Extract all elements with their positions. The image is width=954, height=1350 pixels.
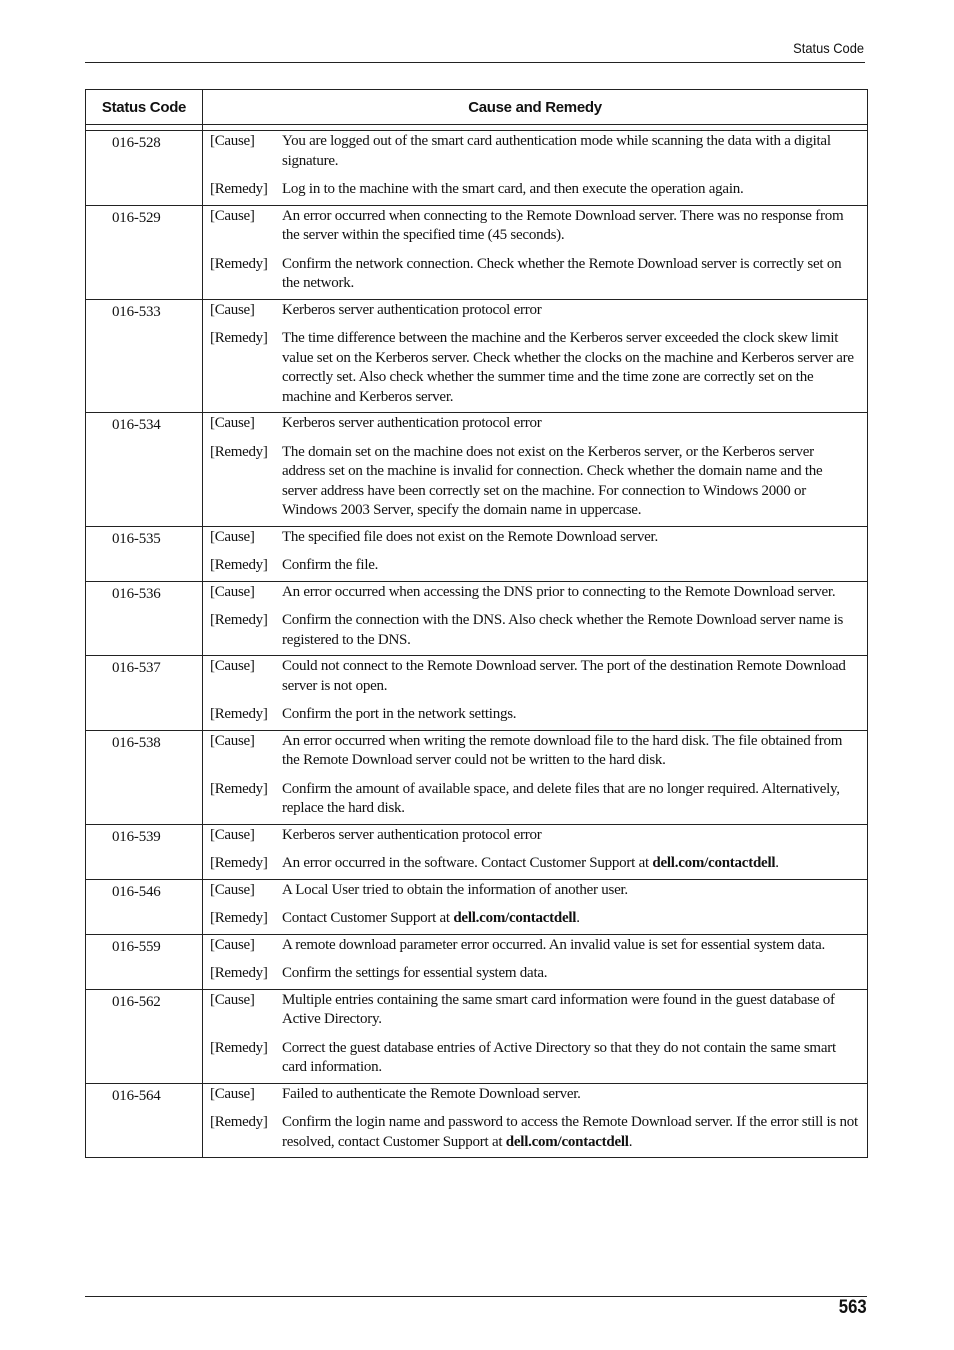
status-code: 016-535	[86, 526, 203, 581]
status-code: 016-564	[86, 1083, 203, 1158]
remedy-label: [Remedy]	[210, 330, 268, 346]
remedy-label: [Remedy]	[210, 443, 268, 460]
cause-label: [Cause]	[210, 133, 255, 149]
cause-entry	[210, 207, 859, 246]
cause-remedy-cell	[203, 824, 868, 879]
cause-entry	[210, 826, 859, 846]
support-link[interactable]: dell.com/contactdell	[505, 1133, 629, 1150]
status-code: 016-533	[86, 299, 203, 413]
cause-entry	[210, 414, 859, 434]
remedy-text-suffix: .	[775, 855, 779, 871]
status-code: 016-546	[86, 879, 203, 934]
remedy-entry	[210, 255, 859, 294]
cause-label: [Cause]	[210, 415, 255, 431]
remedy-text-prefix: Contact Customer Support at	[282, 910, 454, 926]
remedy-entry	[210, 556, 859, 576]
table-row	[86, 131, 868, 206]
column-header-cause-remedy: Cause and Remedy	[203, 90, 868, 125]
remedy-text-prefix: An error occurred in the software. Contact Customer Support at	[282, 855, 653, 871]
remedy-entry	[210, 180, 859, 200]
cause-entry	[210, 1085, 859, 1105]
remedy-entry	[210, 611, 859, 650]
cause-text: Kerberos server authentication protocol error	[282, 826, 542, 843]
table-row	[86, 656, 868, 731]
status-code: 016-559	[86, 934, 203, 989]
status-code: 016-529	[86, 205, 203, 299]
cause-text: Kerberos server authentication protocol error	[282, 301, 542, 318]
cause-remedy-cell	[203, 934, 868, 989]
table-header-row	[86, 90, 868, 125]
cause-entry	[210, 301, 859, 321]
cause-text: Kerberos server authentication protocol error	[282, 415, 542, 431]
remedy-label: [Remedy]	[210, 181, 268, 197]
remedy-label: [Remedy]	[210, 1039, 268, 1056]
cause-text: A remote download parameter error occurred. An invalid value is set for essential system data.	[282, 936, 825, 953]
remedy-text-suffix: .	[576, 910, 580, 926]
remedy-text: Confirm the connection with the DNS. Also check whether the Remote Download server name is registered to the DNS.	[282, 612, 844, 648]
remedy-label: [Remedy]	[210, 706, 268, 722]
status-code-table	[85, 89, 868, 1158]
table-row	[86, 299, 868, 413]
cause-text: An error occurred when connecting to the Remote Download server. There was no response from the server within the specified time (45 seconds).	[282, 207, 844, 243]
table-row	[86, 526, 868, 581]
remedy-text: Confirm the settings for essential system data.	[282, 965, 548, 981]
cause-entry	[210, 132, 859, 171]
remedy-text: Log in to the machine with the smart card, and then execute the operation again.	[282, 181, 744, 197]
cause-text: Failed to authenticate the Remote Download server.	[282, 1085, 581, 1102]
remedy-label: [Remedy]	[210, 255, 268, 272]
table-row	[86, 581, 868, 656]
cause-label: [Cause]	[210, 583, 255, 600]
cause-text: A Local User tried to obtain the information of another user.	[282, 881, 628, 898]
cause-text: Multiple entries containing the same smart card information were found in the guest database of Active Directory.	[282, 991, 835, 1027]
status-code: 016-537	[86, 656, 203, 731]
remedy-label: [Remedy]	[210, 855, 268, 871]
remedy-text	[282, 909, 859, 929]
table-row	[86, 989, 868, 1083]
cause-remedy-cell	[203, 205, 868, 299]
cause-label: [Cause]	[210, 301, 255, 318]
remedy-text: Correct the guest database entries of Active Directory so that they do not contain the same smart card information.	[282, 1039, 836, 1075]
cause-remedy-cell	[203, 879, 868, 934]
cause-remedy-cell	[203, 131, 868, 206]
table-body	[86, 125, 868, 1158]
cause-remedy-cell	[203, 656, 868, 731]
cause-remedy-cell	[203, 413, 868, 527]
remedy-label: [Remedy]	[210, 557, 268, 573]
header-divider	[85, 62, 865, 63]
remedy-entry	[210, 909, 859, 929]
remedy-label: [Remedy]	[210, 612, 268, 628]
table-row	[86, 879, 868, 934]
cause-label: [Cause]	[210, 207, 255, 224]
remedy-entry	[210, 1113, 859, 1152]
status-code: 016-534	[86, 413, 203, 527]
cause-entry	[210, 657, 859, 696]
cause-remedy-cell	[203, 1083, 868, 1158]
remedy-text-suffix: .	[628, 1133, 633, 1150]
cause-remedy-cell	[203, 299, 868, 413]
remedy-entry	[210, 705, 859, 725]
cause-remedy-cell	[203, 730, 868, 824]
table-row	[86, 824, 868, 879]
cause-entry	[210, 732, 859, 771]
remedy-text	[282, 1113, 859, 1152]
cause-label: [Cause]	[210, 991, 255, 1008]
remedy-text: Confirm the network connection. Check whether the Remote Download server is correctly set on the network.	[282, 255, 842, 291]
remedy-label: [Remedy]	[210, 1114, 268, 1130]
cause-text: An error occurred when writing the remote download file to the hard disk. The file obtained from the Remote Download server could not be written to the hard disk.	[282, 732, 843, 768]
column-header-status-code: Status Code	[86, 90, 203, 125]
status-code: 016-538	[86, 730, 203, 824]
footer-divider	[85, 1296, 867, 1297]
cause-label: [Cause]	[210, 1085, 255, 1102]
status-code: 016-528	[86, 131, 203, 206]
cause-label: [Cause]	[210, 826, 255, 843]
remedy-entry	[210, 443, 859, 521]
cause-entry	[210, 881, 859, 901]
remedy-entry	[210, 1039, 859, 1078]
table-row	[86, 934, 868, 989]
remedy-text: Confirm the file.	[282, 557, 379, 573]
cause-entry	[210, 936, 859, 956]
cause-text: The specified file does not exist on the Remote Download server.	[282, 528, 658, 545]
status-code: 016-539	[86, 824, 203, 879]
remedy-entry	[210, 964, 859, 984]
remedy-text: The domain set on the machine does not exist on the Kerberos server, or the Kerberos server address set on the machine is invalid for connection. Check whether the domain name and the server address have been correctly set on the machine. For connection to Windows 2000 or Windows 2003 Server, specify the domain name in uppercase.	[282, 443, 823, 518]
cause-remedy-cell	[203, 526, 868, 581]
remedy-text: Confirm the amount of available space, and delete files that are no longer required. Alternatively, replace the hard disk.	[282, 780, 840, 816]
cause-entry	[210, 991, 859, 1030]
cause-entry	[210, 583, 859, 603]
cause-label: [Cause]	[210, 936, 255, 953]
table-row	[86, 205, 868, 299]
table-row	[86, 1083, 868, 1158]
cause-text: An error occurred when accessing the DNS prior to connecting to the Remote Download server.	[282, 583, 836, 600]
cause-text: You are logged out of the smart card authentication mode while scanning the data with a digital signature.	[282, 133, 831, 169]
cause-remedy-cell	[203, 581, 868, 656]
remedy-text-prefix: Confirm the login name and password to access the Remote Download server. If the error still is not resolved, contact Customer Support at	[282, 1114, 858, 1150]
remedy-label: [Remedy]	[210, 910, 268, 926]
table-row	[86, 413, 868, 527]
support-link[interactable]: dell.com/contactdell	[652, 855, 776, 871]
cause-text: Could not connect to the Remote Download server. The port of the destination Remote Download server is not open.	[282, 658, 846, 694]
remedy-entry	[210, 854, 859, 874]
status-code: 016-536	[86, 581, 203, 656]
remedy-label: [Remedy]	[210, 780, 268, 797]
support-link[interactable]: dell.com/contactdell	[453, 910, 577, 926]
cause-label: [Cause]	[210, 528, 255, 545]
remedy-entry	[210, 329, 859, 407]
remedy-text: The time difference between the machine and the Kerberos server exceeded the clock skew limit value set on the Kerberos server. Check whether the clocks on the machine and Kerberos server are correctly set. Also check whether the summer time and the time zone are correctly set on the machine and Kerberos server.	[282, 330, 854, 405]
cause-label: [Cause]	[210, 658, 255, 674]
remedy-text: Confirm the port in the network settings.	[282, 706, 517, 722]
cause-remedy-cell	[203, 989, 868, 1083]
table-row	[86, 730, 868, 824]
remedy-entry	[210, 780, 859, 819]
cause-label: [Cause]	[210, 732, 255, 749]
cause-label: [Cause]	[210, 881, 255, 898]
running-header-title: Status Code	[793, 40, 864, 56]
remedy-label: [Remedy]	[210, 965, 268, 981]
page-number: 563	[839, 1297, 867, 1318]
remedy-text	[282, 854, 859, 874]
cause-entry	[210, 528, 859, 548]
status-code: 016-562	[86, 989, 203, 1083]
